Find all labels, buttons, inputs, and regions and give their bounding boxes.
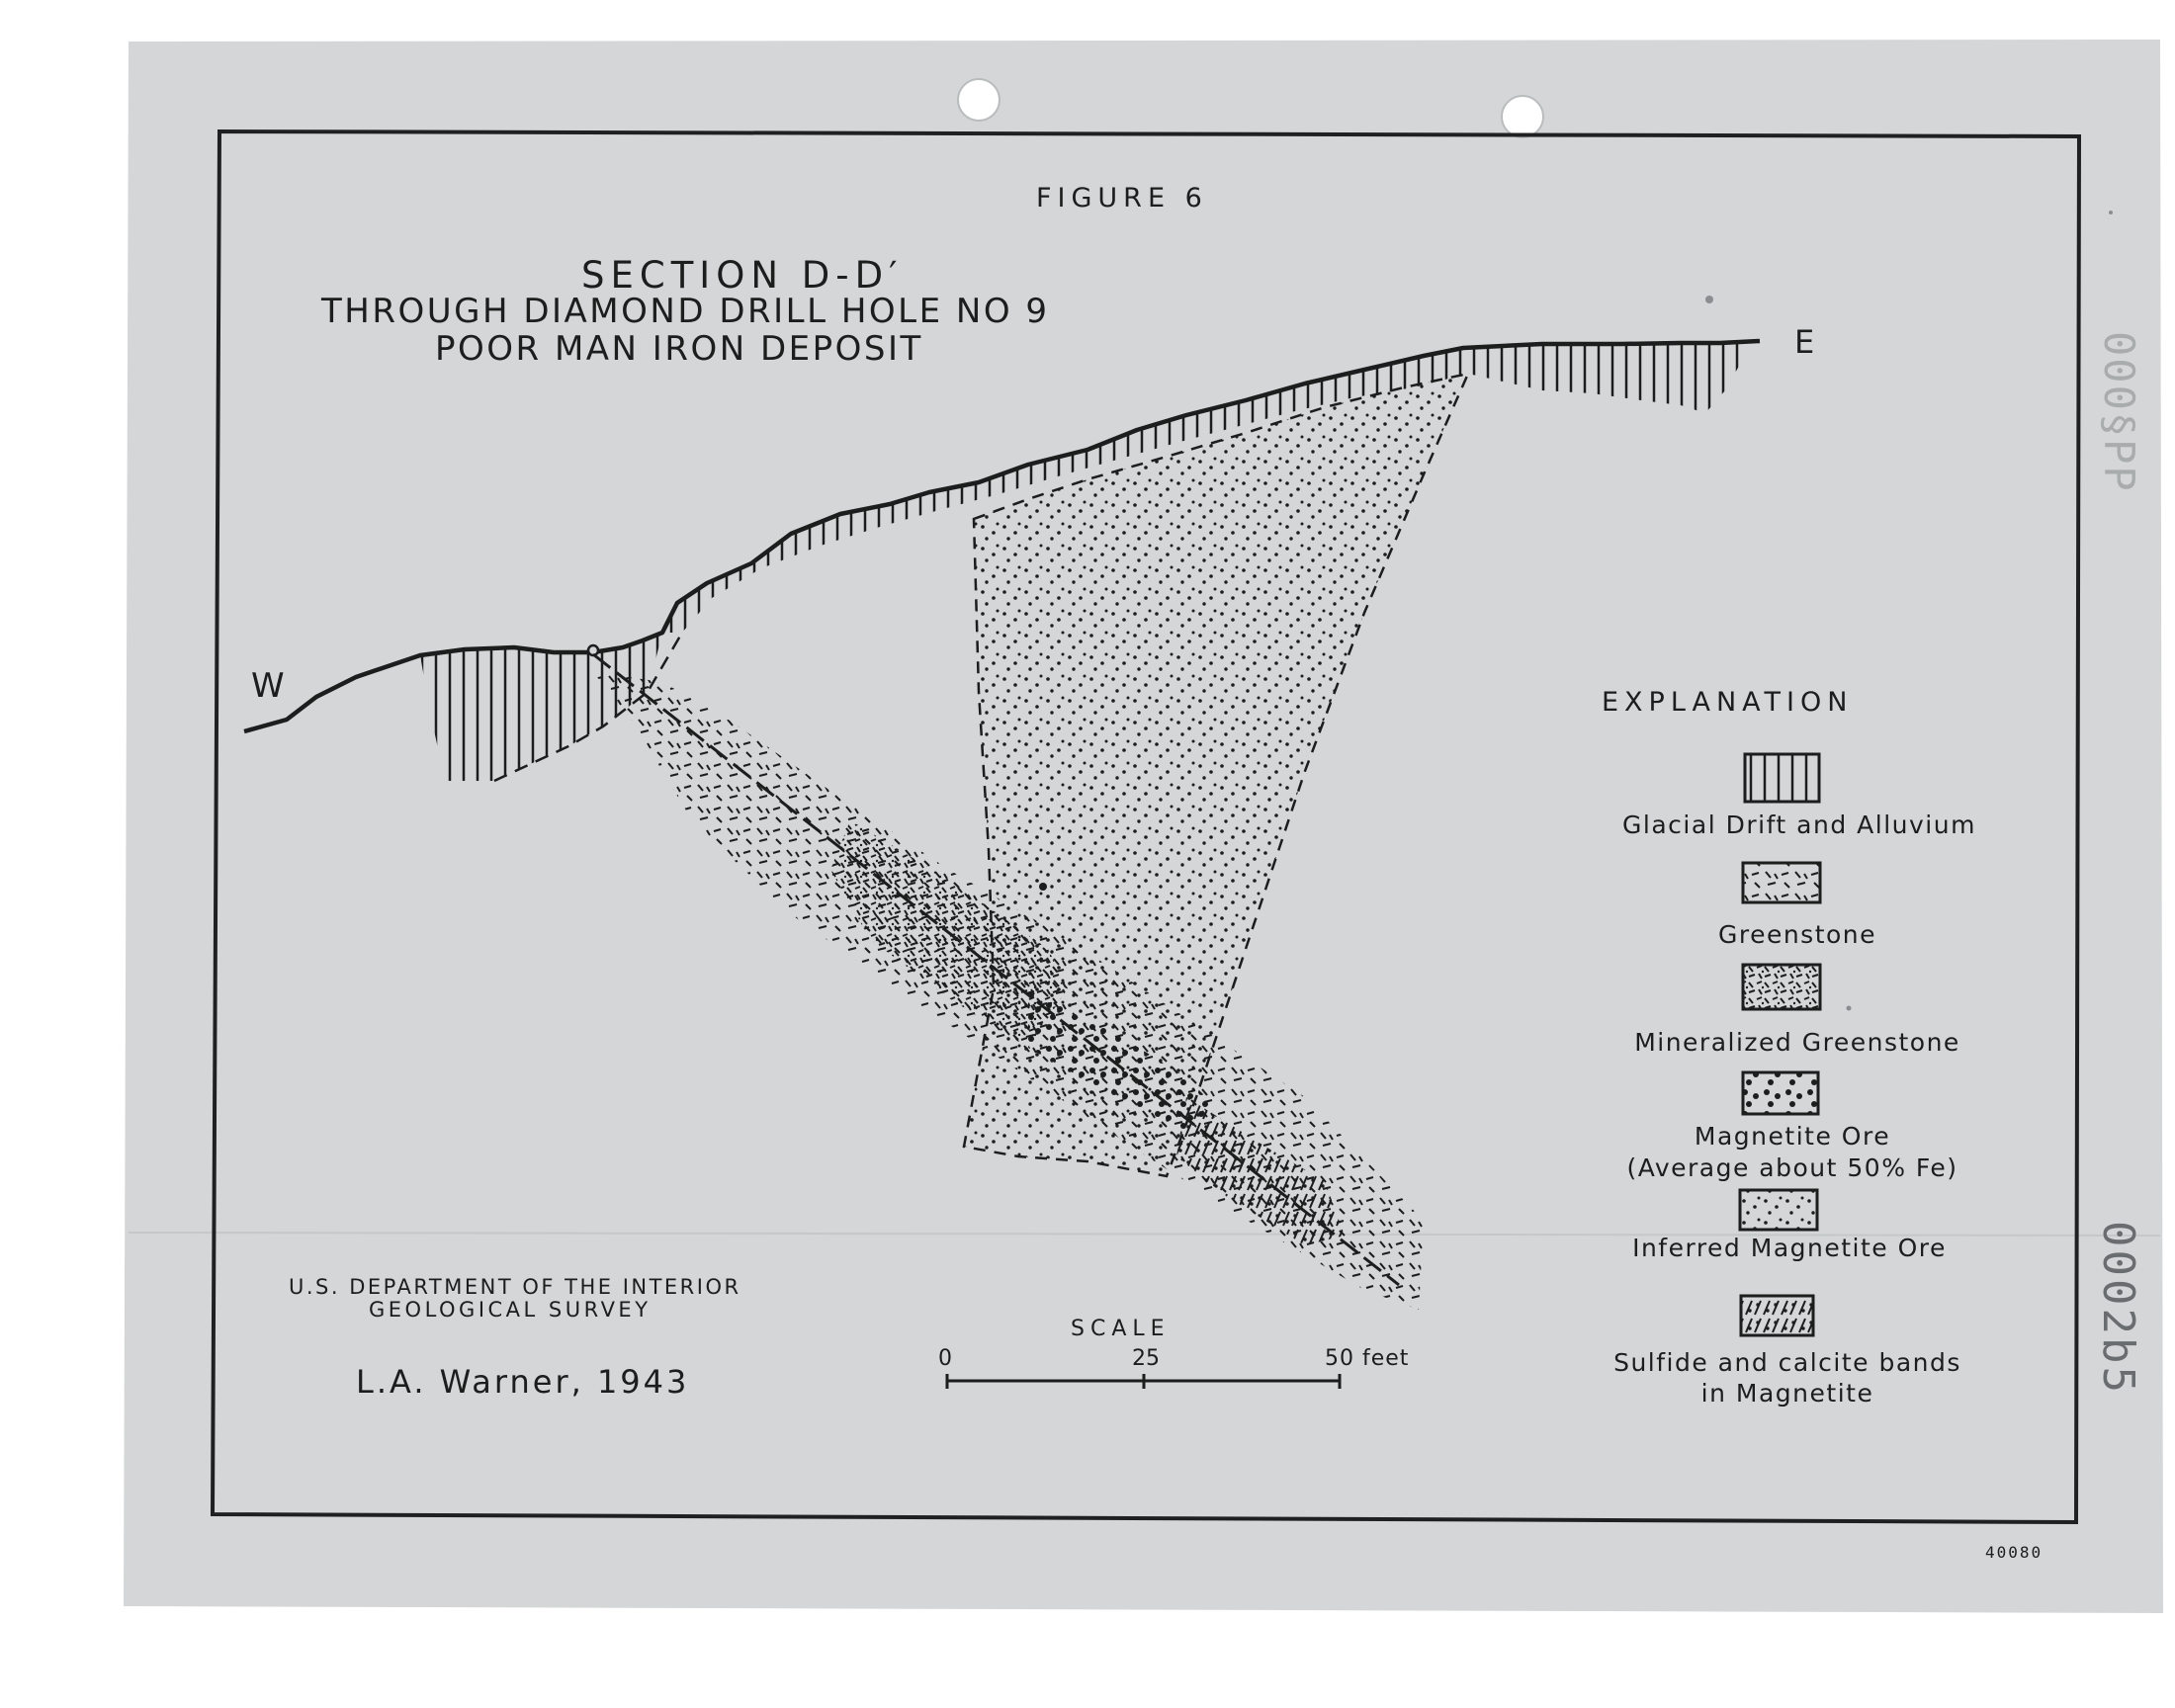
legend-swatch-mineralized-greenstone — [1743, 965, 1820, 1009]
legend-swatch-sulfide-calcite — [1741, 1296, 1813, 1335]
author-credit: L.A. Warner, 1943 — [356, 1363, 690, 1401]
legend-label-magnetite-ore-note: (Average about 50% Fe) — [1626, 1153, 1958, 1182]
legend-swatch-greenstone — [1743, 863, 1820, 902]
legend-label-glacial-drift: Glacial Drift and Alluvium — [1622, 811, 1976, 839]
drill-hole-collar — [588, 645, 598, 655]
legend-swatch-magnetite-ore — [1743, 1072, 1818, 1114]
scale-tick-25: 25 — [1132, 1346, 1160, 1371]
side-stamp-top: 000§PP — [2095, 331, 2143, 493]
scale-tick-0: 0 — [938, 1346, 952, 1371]
legend-label-greenstone: Greenstone — [1717, 920, 1877, 949]
explanation-heading: EXPLANATION — [1602, 687, 1854, 718]
direction-west: W — [251, 666, 285, 706]
scale-title: SCALE — [1071, 1317, 1171, 1341]
legend-swatch-inferred-magnetite-ore — [1740, 1190, 1817, 1230]
binder-hole-left — [958, 79, 1000, 121]
title-line-2: THROUGH DIAMOND DRILL HOLE NO 9 — [321, 292, 1050, 331]
catalog-number: 40080 — [1985, 1543, 2044, 1562]
legend-label-sulfide-calcite-line2: in Magnetite — [1700, 1379, 1874, 1408]
legend-label-mineralized-greenstone: Mineralized Greenstone — [1634, 1028, 1960, 1057]
figure-label: FIGURE 6 — [1036, 183, 1208, 214]
legend-label-sulfide-calcite: Sulfide and calcite bands — [1613, 1348, 1961, 1377]
title-line-1: SECTION D-D′ — [581, 254, 904, 297]
side-stamp-bottom: 0002b5 — [2093, 1221, 2143, 1396]
agency-line-1: U.S. DEPARTMENT OF THE INTERIOR — [289, 1275, 741, 1299]
legend-label-magnetite-ore: Magnetite Ore — [1694, 1122, 1891, 1151]
binder-hole-right — [1502, 96, 1543, 137]
direction-east: E — [1794, 323, 1815, 361]
legend-swatch-glacial-drift — [1745, 754, 1819, 802]
agency-line-2: GEOLOGICAL SURVEY — [369, 1298, 652, 1322]
title-line-3: POOR MAN IRON DEPOSIT — [435, 329, 923, 369]
drill-marker — [1039, 883, 1047, 891]
legend-label-inferred-magnetite-ore: Inferred Magnetite Ore — [1632, 1234, 1947, 1262]
scale-tick-50: 50 feet — [1325, 1346, 1410, 1371]
